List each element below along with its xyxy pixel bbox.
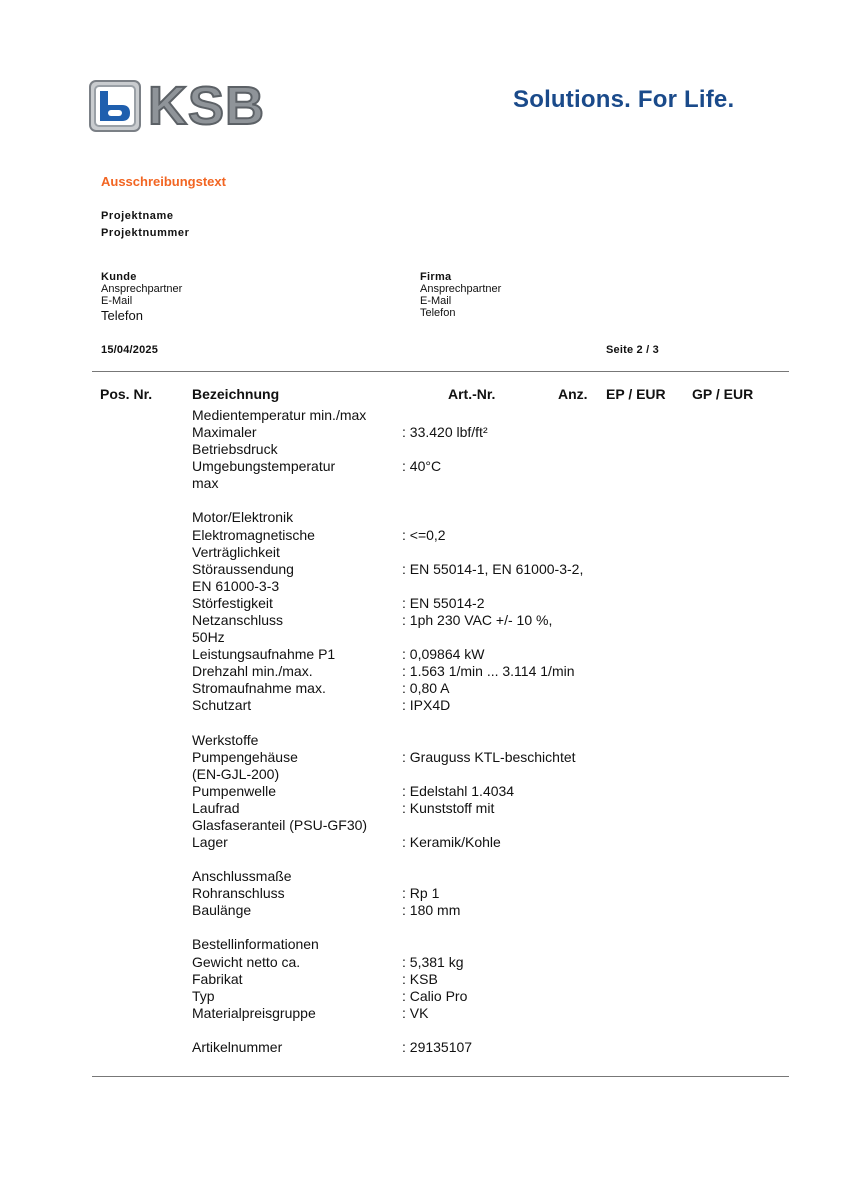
projektname-label: Projektname (101, 210, 174, 222)
spec-label: Leistungsaufnahme P1 (192, 646, 336, 662)
spec-label: Medientemperatur min./max (192, 407, 367, 423)
spec-label: Umgebungstemperatur (192, 458, 336, 474)
firma-telefon: Telefon (420, 307, 456, 319)
spec-label: Werkstoffe (192, 732, 259, 748)
column-header-bezeichnung: Bezeichnung (192, 386, 280, 402)
spec-label: Lager (192, 834, 228, 850)
spec-value: : Grauguss KTL-beschichtet (402, 749, 576, 765)
slogan: Solutions. For Life. (513, 86, 735, 113)
spec-value: : VK (402, 1005, 429, 1021)
firma-ansprechpartner: Ansprechpartner (420, 283, 502, 295)
spec-value: : Rp 1 (402, 885, 440, 901)
spec-label: Glasfaseranteil (PSU-GF30) (192, 817, 368, 833)
spec-value: : EN 55014-1, EN 61000-3-2, (402, 561, 584, 577)
spec-value: : EN 55014-2 (402, 595, 485, 611)
spec-value: : 5,381 kg (402, 954, 464, 970)
spec-label: Bestellinformationen (192, 936, 319, 952)
spec-value: : Calio Pro (402, 988, 468, 1004)
column-header-gp: GP / EUR (692, 386, 754, 402)
spec-value: : Kunststoff mit (402, 800, 495, 816)
kunde-heading: Kunde (101, 271, 137, 283)
spec-label: Verträglichkeit (192, 544, 280, 560)
spec-label: Störaussendung (192, 561, 294, 577)
spec-value: : 0,80 A (402, 680, 450, 696)
spec-value: : <=0,2 (402, 527, 446, 543)
spec-value: : 180 mm (402, 902, 461, 918)
spec-label: Artikelnummer (192, 1039, 283, 1055)
spec-label: Maximaler (192, 424, 257, 440)
spec-value: : 40°C (402, 458, 442, 474)
firma-email: E-Mail (420, 295, 452, 307)
spec-value: : Edelstahl 1.4034 (402, 783, 515, 799)
column-header-pos: Pos. Nr. (100, 386, 153, 402)
spec-label: Rohranschluss (192, 885, 285, 901)
spec-label: Schutzart (192, 697, 252, 713)
document-title: Ausschreibungstext (101, 174, 226, 189)
spec-value: : 33.420 lbf/ft² (402, 424, 488, 440)
spec-value: : 1ph 230 VAC +/- 10 %, (402, 612, 553, 628)
spec-value: : Keramik/Kohle (402, 834, 501, 850)
spec-label: EN 61000-3-3 (192, 578, 280, 594)
spec-label: (EN-GJL-200) (192, 766, 280, 782)
kunde-ansprechpartner: Ansprechpartner (101, 283, 183, 295)
spec-label: Pumpenwelle (192, 783, 277, 799)
kunde-email: E-Mail (101, 295, 133, 307)
spec-label: Stromaufnahme max. (192, 680, 326, 696)
spec-value: : KSB (402, 971, 438, 987)
spec-label: Pumpengehäuse (192, 749, 298, 765)
spec-label: Fabrikat (192, 971, 243, 987)
spec-label: max (192, 475, 219, 491)
projektnummer-label: Projektnummer (101, 227, 190, 239)
table-bottom-divider (92, 1076, 789, 1077)
spec-label: Motor/Elektronik (192, 509, 294, 525)
spec-label: Materialpreisgruppe (192, 1005, 316, 1021)
page-number: Seite 2 / 3 (606, 344, 659, 356)
logo-text: KSB (148, 76, 266, 136)
spec-value: : 1.563 1/min ... 3.114 1/min (402, 663, 575, 679)
spec-value: : IPX4D (402, 697, 451, 713)
column-header-ep: EP / EUR (606, 386, 666, 402)
spec-label: Laufrad (192, 800, 240, 816)
column-header-art-nr: Art.-Nr. (448, 386, 496, 402)
firma-heading: Firma (420, 271, 452, 283)
spec-label: Baulänge (192, 902, 252, 918)
spec-label: Betriebsdruck (192, 441, 278, 457)
column-header-anz: Anz. (558, 386, 588, 402)
spec-label: Anschlussmaße (192, 868, 292, 884)
document-date: 15/04/2025 (101, 344, 159, 356)
spec-label: Elektromagnetische (192, 527, 315, 543)
spec-label: 50Hz (192, 629, 225, 645)
spec-label: Gewicht netto ca. (192, 954, 301, 970)
spec-value: : 29135107 (402, 1039, 473, 1055)
spec-label: Störfestigkeit (192, 595, 273, 611)
spec-label: Drehzahl min./max. (192, 663, 313, 679)
spec-label: Typ (192, 988, 215, 1004)
spec-value: : 0,09864 kW (402, 646, 485, 662)
kunde-telefon: Telefon (101, 308, 143, 323)
spec-label: Netzanschluss (192, 612, 284, 628)
